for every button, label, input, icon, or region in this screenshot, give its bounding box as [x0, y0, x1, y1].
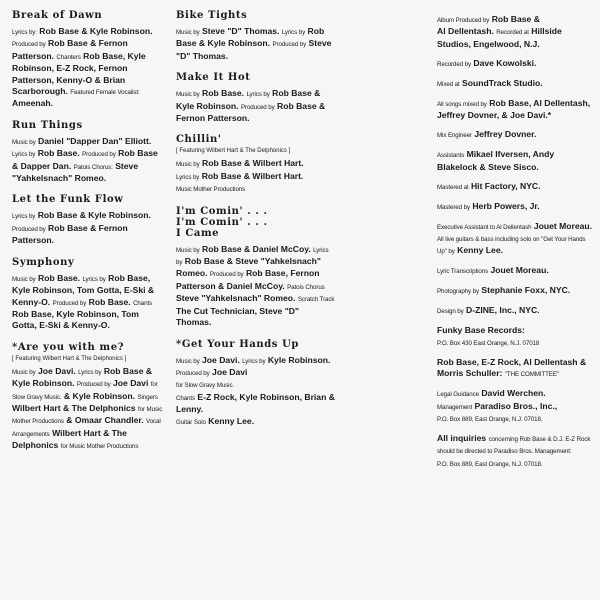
track-get-your-hands-up	[176, 339, 336, 428]
credits-column-2	[176, 10, 336, 438]
photography: Photography by Stephanie Foxx, NYC.	[437, 285, 571, 296]
track-title: Make It Hot	[176, 72, 251, 84]
inquiries: All inquiries concerning Rob Base & D.J. E-Z Rock should be directed to Paradiso Bros. Management: P.O. Box 889, East Orange, N.J. 07018.	[437, 433, 591, 468]
track-title: *Get Your Hands Up	[176, 338, 300, 350]
mix-engineer: Mix Engineer Jeffrey Dovner.	[437, 129, 537, 140]
mastered-by: Mastered by Herb Powers, Jr.	[437, 200, 540, 211]
legal-and-management: Legal Guidance David Werchen. Management Paradiso Bros., Inc., P.O. Box 889, East Orange, N.J. 07018.	[437, 388, 558, 424]
track-title: *Are you with me?	[12, 341, 125, 353]
track-title: Let the Funk Flow	[12, 194, 124, 206]
featuring-note: [ Featuring Wilbert Hart & The Delphonics ]	[12, 355, 127, 362]
track-chillin	[176, 134, 336, 195]
track-im-comin	[176, 206, 336, 329]
track-let-the-funk-flow	[12, 194, 164, 246]
track-title: Bike Tights	[176, 10, 248, 21]
credits-column-1	[12, 10, 164, 463]
featuring-note: [ Featuring Wilbert Hart & The Delphonics ]	[176, 148, 291, 155]
lyric-transcriptions: Lyric Transcriptions Jouet Moreau.	[437, 265, 549, 276]
track-credits: Music by Daniel "Dapper Dan" Elliott. Lyrics by Rob Base. Produced by Rob Base & Dapper Dan. Patois Chorus: Steve "Yahkelsnach" Romeo.	[12, 135, 158, 184]
track-title: Symphony	[12, 256, 75, 268]
track-title-line-2: I'm Comin' . . .	[176, 216, 268, 228]
assistants: Assistants Mikael Ifversen, Andy Blakelock & Steve Sisco.	[437, 149, 555, 172]
recorded-by: Recorded by Dave Kowolski.	[437, 57, 537, 68]
track-break-of-dawn	[12, 10, 164, 110]
track-credits: Music by Rob Base & Wilbert Hart. Lyrics by Rob Base & Wilbert Hart. Music Mother Productions	[176, 158, 304, 194]
track-credits: Music by Joe Davi. Lyrics by Kyle Robinson. Produced by Joe Davi for Slow Gravy Music. Chants E-Z Rock, Kyle Robinson, Brian & Lenny. Guitar Solo Kenny Lee.	[176, 354, 335, 426]
track-credits: Music by Joe Davi. Lyrics by Rob Base & Kyle Robinson. Produced by Joe Davi for Slow Gravy Music. & Kyle Robinson. Singers Wilbert Hart & The Delphonics for Music Mother Productions & Omaar Chandler. Vocal Arrangements Wilbert Hart & The Delphonics for Music Mother Productions	[12, 365, 163, 451]
executive-assistant: Executive Assistant to Al Dellentash Jouet Moreau. All live guitars & bass including solo on "Get Your Hands Up" by Kenny Lee.	[437, 220, 593, 256]
mastered-at: Mastered at Hit Factory, NYC.	[437, 180, 541, 191]
track-credits: Lyrics by Rob Base & Kyle Robinson. Produced by Rob Base & Fernon Patterson.	[12, 210, 151, 246]
track-title-line-3: I Came	[176, 227, 220, 239]
track-make-it-hot	[176, 72, 336, 124]
mixed-at: Mixed at SoundTrack Studio.	[437, 77, 543, 88]
track-credits: Music by Rob Base. Lyrics by Rob Base, Kyle Robinson, Tom Gotta, E-Ski & Kenny-O. Produced by Rob Base. Chants Rob Base, Kyle Robinson, Tom Gotta, E-Ski & Kenny-O.	[12, 272, 155, 331]
track-credits: Music by Steve "D" Thomas. Lyrics by Rob Base & Kyle Robinson. Produced by Steve "D" Thomas.	[176, 26, 332, 61]
track-are-you-with-me	[12, 342, 164, 453]
mixed-by: All songs mixed by Rob Base, Al Dellentash, Jeffrey Dovner, & Joe Davi.*	[437, 97, 591, 121]
record-label-address: Funky Base Records: P.O. Box 430 East Orange, N.J. 07018	[437, 325, 540, 347]
track-symphony	[12, 257, 164, 332]
track-title: Chillin'	[176, 134, 222, 146]
production-credits-column	[437, 14, 593, 478]
track-credits: Music by Rob Base. Lyrics by Rob Base & Kyle Robinson. Produced by Rob Base & Fernon Patterson.	[176, 88, 326, 124]
track-credits: Music by Rob Base & Daniel McCoy. Lyrics by Rob Base & Steve "Yahkelsnach" Romeo. Produced by Rob Base, Fernon Patterson & Daniel McCoy. Patois Chorus Steve "Yahkelsnach" Romeo. Scratch Track The Cut Technician, Steve "D" Thomas.	[176, 243, 335, 328]
design: Design by D-ZINE, Inc., NYC.	[437, 305, 540, 316]
track-run-things	[12, 120, 164, 185]
track-title: Run Things	[12, 119, 83, 131]
track-title-line-1: I'm Comin' . . .	[176, 205, 268, 217]
track-title: Break of Dawn	[12, 10, 103, 21]
the-committee: Rob Base, E-Z Rock, Al Dellentash & Morris Schuller: "THE COMMITTEE"	[437, 356, 587, 379]
track-bike-tights	[176, 10, 336, 62]
track-credits: Lyrics by: Rob Base & Kyle Robinson. Produced by Rob Base & Fernon Patterson. Chanters Rob Base, Kyle Robinson, E-Z Rock, Fernon Patterson, Kenny-O & Brian Scarborough. Featured Female Vocalist: Ameenah.	[12, 26, 153, 109]
album-producer: Album Produced by Rob Base & Al Dellentash. Recorded at Hillside Studios, Engelwood, N.J.	[437, 14, 562, 49]
